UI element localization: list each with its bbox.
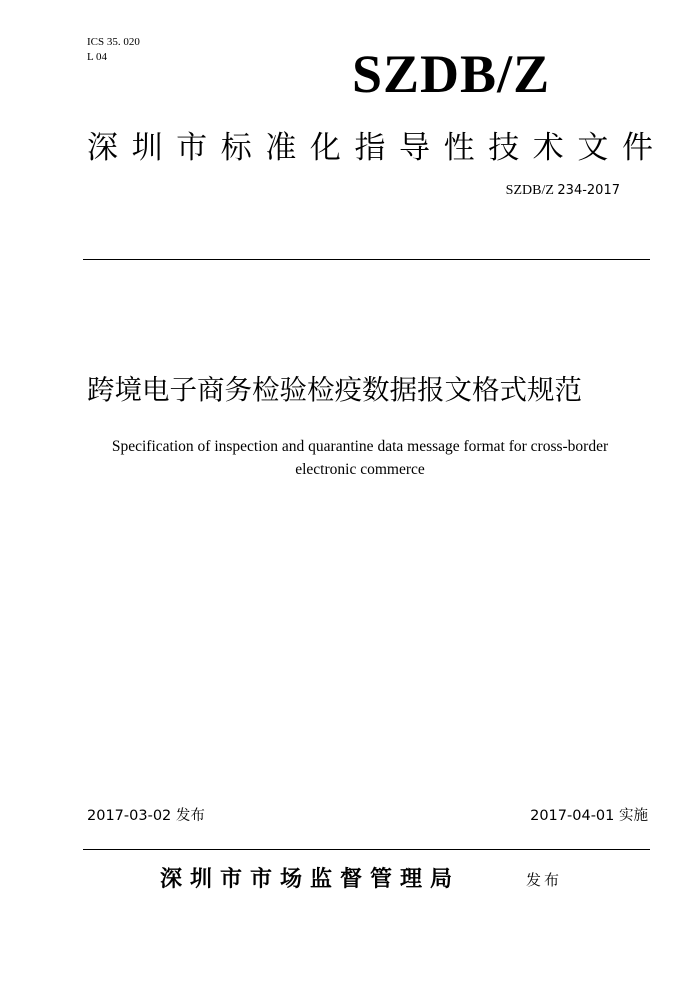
doc-type-char: 件 [621,130,653,166]
issuing-authority: 深圳市市场监督管理局 [160,867,461,892]
top-divider [83,259,650,260]
title-english-line: Specification of inspection and quarantine data message format for cross-border [111,438,609,455]
doc-type-char: 深 [87,130,118,166]
doc-type-char: 文 [577,130,609,166]
implementation-date: 2017-04-01 实施 [530,808,648,824]
ccs-code: L 04 [87,51,108,63]
doc-type-char: 准 [265,130,297,166]
document-type-heading [87,126,653,170]
bottom-divider [83,849,650,850]
doc-type-char: 术 [532,130,564,166]
title-english [80,435,640,481]
standard-logo: SZDB/Z [352,44,551,104]
doc-type-char: 圳 [131,130,163,166]
title-chinese: 跨境电子商务检验检疫数据报文格式规范 [87,374,582,406]
doc-code-number: 234-2017 [557,183,620,198]
doc-type-char: 技 [488,130,520,166]
doc-type-char: 性 [443,130,475,166]
doc-type-char: 导 [399,130,431,166]
ics-code: ICS 35. 020 [87,36,140,48]
doc-code-prefix: SZDB/Z [505,183,554,198]
doc-type-char: 指 [354,130,386,166]
issue-date: 2017-03-02 发布 [87,808,205,824]
doc-type-char: 化 [309,130,341,166]
classification-codes [87,35,140,65]
doc-type-char: 市 [176,130,208,166]
title-english-line: electronic commerce [295,461,425,478]
doc-type-char: 标 [220,130,252,166]
issuing-authority-tag: 发布 [526,871,563,889]
document-number [506,182,620,200]
